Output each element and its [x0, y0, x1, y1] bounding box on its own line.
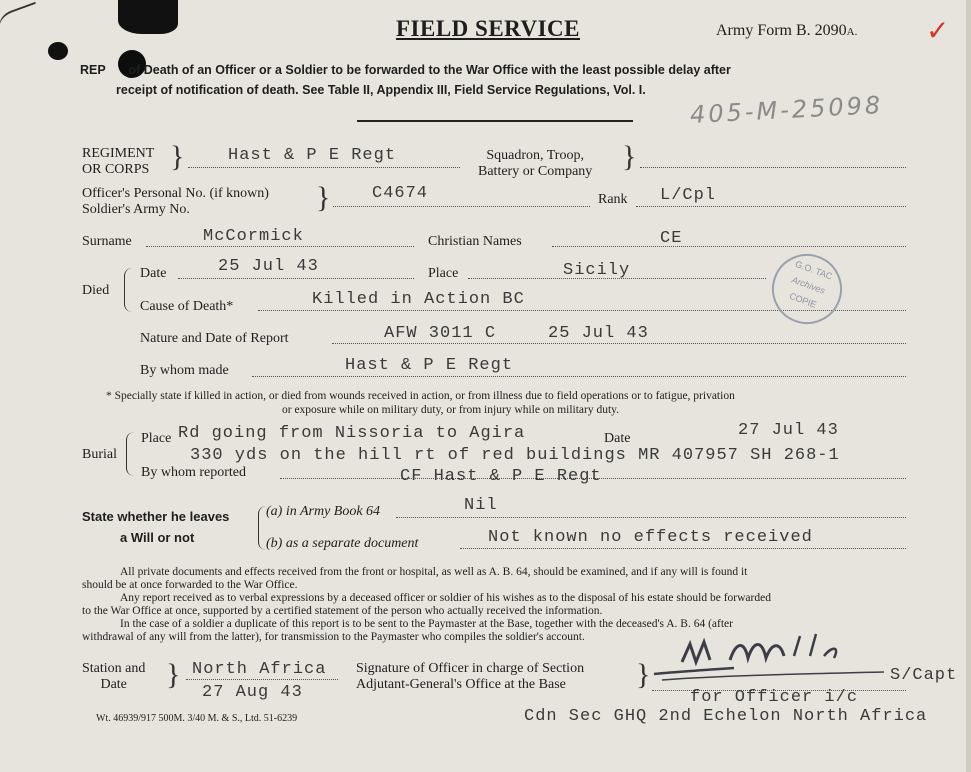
footnote-line-2: or exposure while on military duty, or from injury while on military duty.	[282, 404, 620, 416]
signature-label-1: Signature of Officer in charge of Section	[356, 661, 585, 676]
station-label-1: Station and	[82, 661, 146, 676]
will-option-a-value: Nil	[464, 496, 498, 515]
archive-stamp	[762, 244, 852, 334]
signature-brace: }	[636, 658, 651, 691]
died-label: Died	[82, 283, 110, 298]
will-a-dots	[396, 517, 906, 518]
form-number-suffix: A.	[846, 26, 858, 38]
will-option-b-value: Not known no effects received	[488, 528, 813, 547]
died-date-label: Date	[140, 266, 167, 281]
page-edge	[966, 0, 971, 772]
died-date-value: 25 Jul 43	[218, 257, 319, 276]
regiment-dots	[188, 167, 460, 168]
instruction-line-4: to the War Office at once, supported by a certified statement of the person who actually received the information.	[82, 605, 603, 617]
rank-label: Rank	[598, 192, 628, 207]
cause-of-death-label: Cause of Death*	[140, 299, 234, 314]
subtitle-rest: of Death of an Officer or a Soldier to be forwarded to the War Office with the least possible delay after	[128, 63, 731, 77]
personal-no-label-2: Soldier's Army No.	[82, 202, 190, 217]
surname-label: Surname	[82, 234, 132, 249]
personal-no-label-1: Officer's Personal No. (if known)	[82, 186, 269, 201]
squadron-dots	[640, 167, 906, 168]
died-place-label: Place	[428, 266, 459, 281]
burial-reported-value: CF Hast & P E Regt	[400, 467, 602, 486]
form-number	[716, 22, 857, 40]
instruction-line-3: Any report received as to verbal expressions by a deceased officer or soldier of his wishes as to the disposal of his estate should be forwarded	[120, 592, 771, 604]
personal-no-dots	[333, 206, 590, 207]
squadron-brace: }	[622, 140, 637, 173]
subtitle-line-1	[80, 63, 731, 77]
subtitle-start: REP	[80, 63, 106, 77]
christian-names-label: Christian Names	[428, 234, 522, 249]
subtitle-line-2: receipt of notification of death. See Table II, Appendix III, Field Service Regulations, Vol. I.	[116, 83, 646, 97]
station-brace: }	[166, 658, 181, 691]
pencil-reference: 405-M-25098	[689, 90, 884, 130]
personal-no-label	[82, 186, 269, 218]
regiment-label	[82, 146, 154, 178]
stamp-text-bottom: COPIE	[788, 290, 818, 310]
burial-reported-label: By whom reported	[141, 465, 246, 480]
squadron-label-2: Battery or Company	[478, 164, 593, 179]
burial-brace	[126, 432, 137, 476]
nature-label: Nature and Date of Report	[140, 331, 289, 346]
burial-place-value-1: Rd going from Nissoria to Agira	[178, 424, 526, 443]
instruction-line-1: All private documents and effects received from the front or hospital, as well as A. B. 64, should be examined, and if any will is found it	[120, 566, 748, 578]
station-label-2: Date	[100, 677, 127, 692]
personal-no-brace: }	[316, 181, 331, 214]
surname-value: McCormick	[203, 227, 304, 246]
red-tick-mark: ✓	[926, 14, 950, 47]
christian-dots	[552, 246, 906, 247]
died-date-dots	[178, 278, 414, 279]
signature-label	[356, 661, 584, 693]
regiment-label-1: REGIMENT	[82, 146, 155, 161]
signature-rank: S/Capt	[890, 666, 958, 685]
rank-value: L/Cpl	[660, 186, 717, 205]
station-label	[82, 661, 145, 693]
printer-line: Wt. 46939/917 500M. 3/40 M. & S., Ltd. 51-6239	[96, 713, 298, 724]
burial-label: Burial	[82, 447, 117, 462]
instruction-line-6: withdrawal of any will from the latter), for transmission to the Paymaster who compiles the soldier's account.	[82, 631, 585, 643]
nature-value-2: 25 Jul 43	[548, 324, 649, 343]
will-label-2: a Will or not	[120, 530, 195, 545]
by-whom-made-value: Hast & P E Regt	[345, 356, 514, 375]
squadron-label	[478, 148, 592, 180]
squadron-label-1: Squadron, Troop,	[486, 148, 584, 163]
burial-date-label: Date	[604, 431, 631, 446]
handwritten-signature	[644, 632, 904, 692]
by-whom-dots	[252, 376, 906, 377]
will-option-b-label: (b) as a separate document	[266, 536, 419, 551]
surname-dots	[146, 246, 414, 247]
form-title: FIELD SERVICE	[396, 16, 580, 41]
footnote-line-1: * Specially state if killed in action, or died from wounds received in action, or from illness due to field operations or to fatigue, privation	[106, 390, 735, 402]
station-value: North Africa	[192, 660, 327, 679]
nature-dots	[332, 343, 906, 344]
regiment-brace: }	[170, 140, 185, 173]
unit-text: Cdn Sec GHQ 2nd Echelon North Africa	[524, 707, 928, 726]
died-place-value: Sicily	[563, 261, 631, 280]
for-officer-text: for Officer i/c	[690, 688, 859, 707]
regiment-label-2: OR CORPS	[82, 162, 150, 177]
ink-blot-top	[118, 0, 178, 34]
instruction-line-2: should be at once forwarded to the War Office.	[82, 579, 298, 591]
by-whom-made-label: By whom made	[140, 363, 229, 378]
christian-names-value: CE	[660, 229, 683, 248]
form-number-text: Army Form B. 2090	[716, 22, 847, 39]
rank-dots	[636, 206, 906, 207]
station-dots	[186, 679, 338, 680]
will-option-a-label: (a) in Army Book 64	[266, 504, 381, 519]
will-label-1: State whether he leaves	[82, 509, 230, 524]
footer-date-value: 27 Aug 43	[202, 683, 303, 702]
header-rule	[357, 120, 633, 122]
will-b-dots	[460, 548, 906, 549]
died-brace	[124, 268, 135, 312]
signature-label-2: Adjutant-General's Office at the Base	[356, 677, 566, 692]
personal-no-value: C4674	[372, 184, 429, 203]
cause-of-death-value: Killed in Action BC	[312, 290, 525, 309]
burial-date-value: 27 Jul 43	[738, 421, 839, 440]
nature-value-1: AFW 3011 C	[384, 324, 497, 343]
stamp-text-mid: Archives	[790, 274, 827, 296]
stamp-text-top: G.O. TAC	[793, 258, 834, 282]
regiment-value: Hast & P E Regt	[228, 146, 397, 165]
burial-place-label: Place	[141, 431, 172, 446]
corner-curve	[0, 2, 46, 46]
ink-blot-left	[48, 42, 68, 60]
instruction-line-5: In the case of a soldier a duplicate of this report is to be sent to the Paymaster at the Base, together with the deceased's A. B. 64 (after	[120, 618, 733, 630]
burial-place-value-2: 330 yds on the hill rt of red buildings MR 407957 SH 268-1	[190, 446, 840, 465]
